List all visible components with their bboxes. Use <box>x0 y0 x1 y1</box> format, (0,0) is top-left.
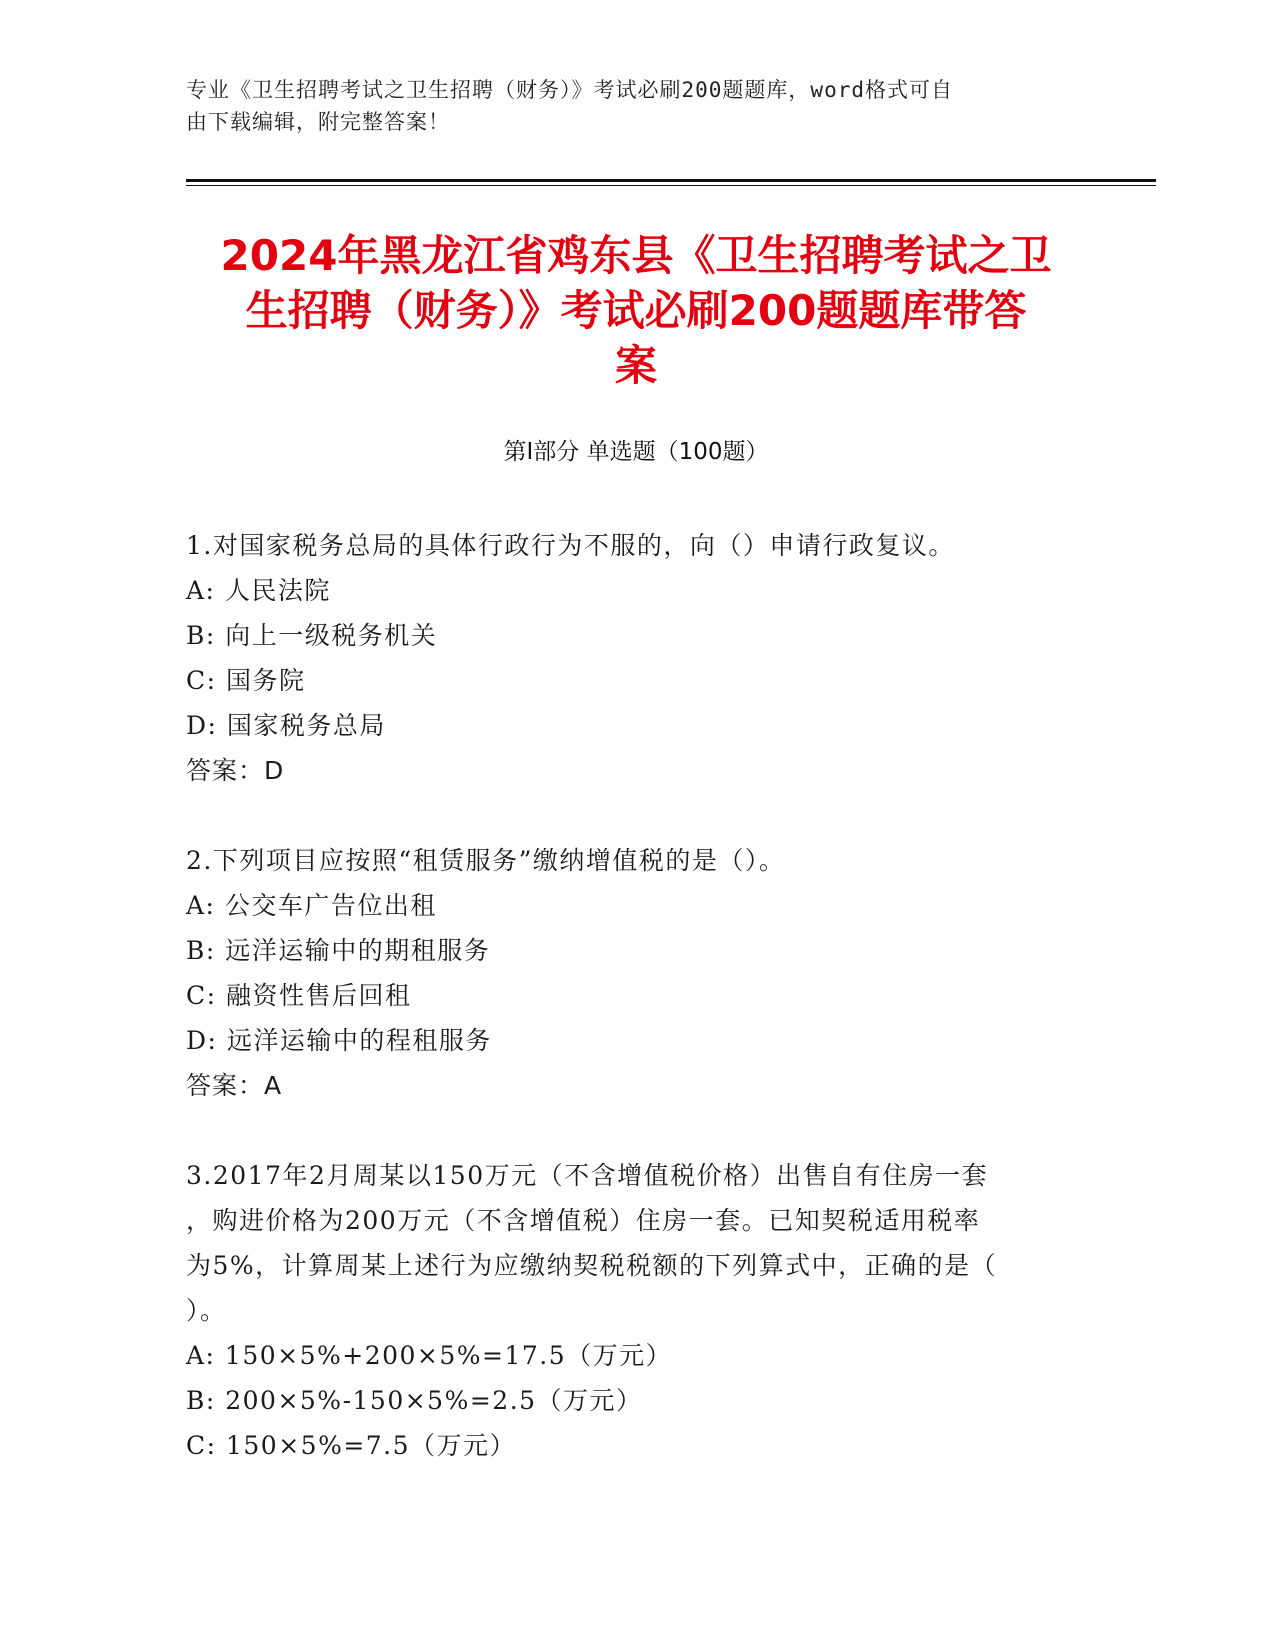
question-stem: 2.下列项目应按照“租赁服务”缴纳增值税的是（）。 <box>186 846 786 875</box>
answer-text: 答案：A <box>186 1071 283 1100</box>
option-d: D: 国家税务总局 <box>186 711 386 740</box>
question-spacer <box>186 798 1086 843</box>
question-list <box>186 528 1086 1473</box>
question-stem: ）。 <box>186 1296 227 1325</box>
header-divider-thin <box>186 185 1156 186</box>
header-note <box>186 74 1066 138</box>
option-c: C: 融资性售后回租 <box>186 981 412 1010</box>
option-c: C: 国务院 <box>186 666 306 695</box>
title-line: 2024年黑龙江省鸡东县《卫生招聘考试之卫 <box>220 231 1052 280</box>
option-b: B: 200×5%-150×5%=2.5（万元） <box>186 1386 643 1415</box>
question-item <box>186 528 1086 798</box>
option-b: B: 向上一级税务机关 <box>186 621 438 650</box>
question-stem: 3.2017年2月周某以150万元（不含增值税价格）出售自有住房一套 <box>186 1161 989 1190</box>
title-line: 案 <box>614 341 657 390</box>
option-a: A: 公交车广告位出租 <box>186 891 437 920</box>
question-stem: ，购进价格为200万元（不含增值税）住房一套。已知契税适用税率 <box>186 1206 981 1235</box>
answer-text: 答案：D <box>186 756 285 785</box>
section-heading: 第Ⅰ部分 单选题（100题） <box>503 439 769 465</box>
question-spacer <box>186 1113 1086 1158</box>
header-note-line: 专业《卫生招聘考试之卫生招聘（财务）》考试必刷200题题库，word格式可自 <box>186 78 953 102</box>
title-line: 生招聘（财务）》考试必刷200题题库带答 <box>245 286 1027 335</box>
option-c: C: 150×5%=7.5（万元） <box>186 1431 517 1460</box>
question-stem: 为5%，计算周某上述行为应缴纳契税税额的下列算式中，正确的是（ <box>186 1251 998 1280</box>
question-stem: 1.对国家税务总局的具体行政行为不服的，向（）申请行政复议。 <box>186 531 955 560</box>
document-title <box>186 228 1086 393</box>
option-a: A: 人民法院 <box>186 576 331 605</box>
question-item <box>186 1158 1086 1473</box>
option-b: B: 远洋运输中的期租服务 <box>186 936 491 965</box>
option-d: D: 远洋运输中的程租服务 <box>186 1026 492 1055</box>
header-note-line: 由下载编辑，附完整答案！ <box>186 110 450 134</box>
header-divider-thick <box>186 179 1156 182</box>
option-a: A: 150×5%+200×5%=17.5（万元） <box>186 1341 673 1370</box>
question-item <box>186 843 1086 1113</box>
